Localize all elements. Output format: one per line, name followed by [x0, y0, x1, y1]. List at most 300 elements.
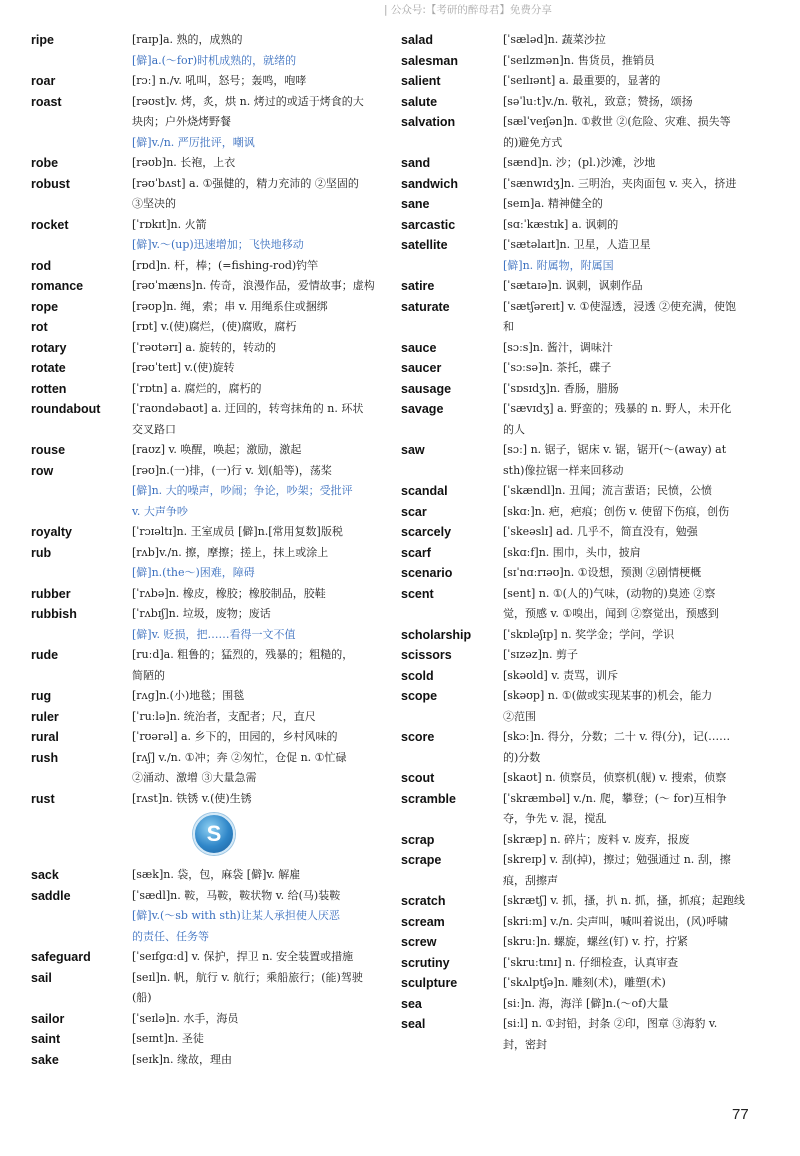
definition — [503, 502, 766, 523]
definition — [503, 215, 766, 236]
dictionary-entry — [31, 379, 403, 400]
definition-line: [rəʊˈbʌst] a. ①强健的，精力充沛的 ②坚固的 — [132, 176, 359, 190]
dictionary-entry — [31, 71, 403, 92]
definition-line: [ˈseɪfgɑːd] v. 保护，捍卫 n. 安全装置或措施 — [132, 950, 354, 963]
dictionary-entry — [401, 338, 766, 359]
headword: salad — [401, 33, 433, 47]
headword: rocket — [31, 217, 69, 232]
definition — [503, 194, 766, 215]
headword: salvation — [401, 115, 456, 129]
definition — [503, 953, 766, 974]
headword: rouse — [31, 443, 66, 457]
headword: saint — [31, 1032, 61, 1046]
headword: romance — [31, 279, 84, 293]
definition — [132, 256, 403, 277]
dictionary-entry — [401, 30, 766, 51]
headword: roar — [31, 74, 56, 88]
dictionary-entry — [401, 379, 766, 400]
headword: sausage — [401, 381, 452, 396]
definition-line: [sent] n. ①(人的)气味，(动物的)臭迹 ②察 — [503, 586, 716, 600]
definition-line: [rəʊˈteɪt] v.(使)旋转 — [132, 361, 235, 374]
dictionary-entry — [401, 973, 766, 994]
definition-line: [rəʊ]n.(一)排，(一)行 v. 划(船等)，荡桨 — [132, 463, 332, 477]
definition-line: [skruː]n. 螺旋，螺丝(钉) v. 拧，拧紧 — [503, 935, 689, 948]
definition-line: [ˈrʌbə]n. 橡皮，橡胶；橡胶制品，胶鞋 — [132, 586, 326, 600]
headword: rude — [31, 648, 59, 662]
dictionary-entry — [401, 440, 766, 481]
dictionary-entry — [31, 338, 403, 359]
definition — [132, 645, 403, 686]
definition — [503, 932, 766, 953]
rare-meaning-note: [僻]n. 大的噪声，吵闹；争论，吵架；受批评 — [132, 484, 353, 497]
headword: scream — [401, 914, 445, 929]
headword: rotary — [31, 340, 67, 355]
definition-line: [ˈskɒləʃɪp] n. 奖学金；学问，学识 — [503, 627, 675, 641]
headword: seal — [401, 1017, 426, 1031]
definition — [132, 707, 403, 728]
definition — [132, 686, 403, 707]
dictionary-entry — [31, 748, 403, 789]
definition-line: [skɑː]n. 疤，疤痕；创伤 v. 使留下伤痕，创伤 — [503, 504, 730, 518]
definition — [503, 92, 766, 113]
definition — [503, 994, 766, 1015]
headword: score — [401, 730, 435, 744]
definition — [132, 215, 403, 256]
dictionary-entry — [31, 153, 403, 174]
definition-line: [ˈsænwɪdʒ]n. 三明治，夹肉面包 v. 夹入，挤进 — [503, 176, 737, 190]
definition — [132, 748, 403, 789]
dictionary-entry — [31, 461, 403, 523]
headword: scout — [401, 771, 435, 785]
headword: sea — [401, 996, 422, 1011]
definition — [132, 604, 403, 645]
definition-line: [skəʊld] v. 责骂，训斥 — [503, 668, 619, 682]
headword: scandal — [401, 484, 448, 498]
definition — [503, 51, 766, 72]
dictionary-entry — [31, 543, 403, 584]
definition — [503, 153, 766, 174]
definition-line: 的)分数 — [503, 750, 541, 764]
dictionary-entry — [401, 543, 766, 564]
definition — [503, 563, 766, 584]
dictionary-entry — [31, 317, 403, 338]
definition-line: 夺，争先 v. 混，搅乱 — [503, 812, 607, 825]
watermark: | 公众号:【考研的醉母君】免费分享 — [384, 4, 552, 16]
headword: scrap — [401, 832, 435, 847]
definition — [503, 30, 766, 51]
definition — [503, 850, 766, 891]
rare-meaning-note: [僻]v./n. 严厉批评，嘲讽 — [132, 135, 255, 149]
definition-line: [ˈskruːtɪnɪ] n. 仔细检查，认真审查 — [503, 955, 679, 969]
dictionary-entry — [401, 112, 766, 153]
headword: scratch — [401, 894, 446, 908]
rare-meaning-note: [僻]v. 贬损，把……看得一文不值 — [132, 627, 296, 641]
definition-line: [rɒd]n. 杆，棒；(=fishing-rod)钓竿 — [132, 258, 319, 272]
definition-line: [skəʊp] n. ①(做或实现某事的)机会，能力 — [503, 689, 713, 702]
definition-line: [ˈsɔːsə]n. 茶托，碟子 — [503, 361, 612, 374]
definition-line: sth)像拉锯一样来回移动 — [503, 463, 624, 477]
definition — [503, 522, 766, 543]
dictionary-entry — [401, 768, 766, 789]
headword: rubber — [31, 586, 71, 601]
dictionary-entry — [401, 502, 766, 523]
dictionary-entry — [401, 994, 766, 1015]
dictionary-entry — [401, 194, 766, 215]
headword: rope — [31, 299, 59, 314]
definition — [132, 1009, 403, 1030]
dictionary-entry — [31, 789, 403, 810]
definition-line: [ˈruːlə]n. 统治者，支配者；尺，直尺 — [132, 709, 316, 723]
dictionary-entry — [401, 932, 766, 953]
definition — [132, 338, 403, 359]
definition — [132, 543, 403, 584]
definition-line: [rəʊp]n. 绳，索；串 v. 用绳系住或捆绑 — [132, 299, 328, 313]
dictionary-entry — [31, 399, 403, 440]
dictionary-entry — [31, 215, 403, 256]
dictionary-entry — [401, 625, 766, 646]
definition-line: [seɪk]n. 缘故，理由 — [132, 1052, 232, 1066]
headword: robe — [31, 156, 59, 170]
definition-line: [skreɪp] v. 刮(掉)，擦过；勉强通过 n. 刮，擦 — [503, 853, 731, 866]
headword: royalty — [31, 525, 72, 539]
headword: scar — [401, 504, 427, 519]
dictionary-entry — [31, 727, 403, 748]
definition-line: [skɑːf]n. 围巾，头巾，披肩 — [503, 545, 641, 559]
definition-line: [skaʊt] n. 侦察员，侦察机(舰) v. 搜索，侦察 — [503, 771, 727, 784]
definition — [503, 440, 766, 481]
headword: scope — [401, 689, 438, 703]
headword: sarcastic — [401, 217, 456, 232]
definition-line: [rʌʃ] v./n. ①冲；奔 ②匆忙，仓促 n. ①忙碌 — [132, 750, 347, 764]
definition-line: [ˈskændl]n. 丑闻；流言蜚语；民愤，公愤 — [503, 484, 712, 497]
definition-line: [ˈskræmbəl] v./n. 爬，攀登；(～ for)互相争 — [503, 791, 727, 805]
headword: rod — [31, 258, 52, 273]
headword: sack — [31, 868, 59, 882]
right-column — [401, 30, 766, 1055]
definition-line: [rɒt] v.(使)腐烂，(使)腐败，腐朽 — [132, 320, 297, 333]
dictionary-entry — [31, 276, 403, 297]
definition — [132, 297, 403, 318]
definition-line: [ˈseɪlɪənt] a. 最重要的，显著的 — [503, 74, 661, 87]
definition — [132, 727, 403, 748]
dictionary-entry — [401, 174, 766, 195]
dictionary-entry — [401, 276, 766, 297]
definition-line: [ˈsætəlaɪt]n. 卫星，人造卫星 — [503, 238, 651, 251]
right-s-entries — [401, 30, 766, 1055]
definition — [503, 379, 766, 400]
headword: sand — [401, 156, 431, 170]
dictionary-entry — [401, 235, 766, 276]
headword: saddle — [31, 888, 71, 903]
definition-line: [seɪn]a. 精神健全的 — [503, 197, 603, 210]
definition-line: ②范围 — [503, 709, 536, 723]
definition-line: [skrætʃ] v. 抓，搔，扒 n. 抓，搔，抓痕；起跑线 — [503, 894, 745, 907]
dictionary-entry — [31, 1050, 403, 1071]
definition-line: [ˈrɒkɪt]n. 火箭 — [132, 217, 207, 231]
headword: roast — [31, 94, 62, 109]
headword: satellite — [401, 238, 448, 252]
definition-line: [ˈrʊərəl] a. 乡下的，田园的，乡村风味的 — [132, 730, 338, 743]
dictionary-entry — [401, 358, 766, 379]
definition — [503, 297, 766, 338]
dictionary-entry — [31, 645, 403, 686]
headword: salesman — [401, 53, 458, 68]
headword: sauce — [401, 340, 437, 355]
definition-line: 觉，预感 v. ①嗅出，闻到 ②察觉出，预感到 — [503, 607, 719, 620]
definition-line: [rʌb]v./n. 擦，摩擦；搓上，抹上或涂上 — [132, 545, 329, 559]
headword: robust — [31, 176, 70, 191]
definition — [503, 71, 766, 92]
dictionary-entry — [401, 727, 766, 768]
dictionary-entry — [401, 481, 766, 502]
dictionary-entry — [401, 666, 766, 687]
definition — [503, 276, 766, 297]
definition — [503, 830, 766, 851]
definition — [132, 947, 403, 968]
definition-line: [rʌg]n.(小)地毯；围毯 — [132, 689, 245, 702]
definition-line: 交叉路口 — [132, 422, 176, 436]
definition-line: [ˈrʌbɪʃ]n. 垃圾，废物；废话 — [132, 607, 271, 620]
definition-line: [ˈsæləd]n. 蔬菜沙拉 — [503, 33, 606, 46]
rare-meaning-note: [僻]v.(～sb with sth)让某人承担使人厌恶 — [132, 909, 340, 922]
headword: ripe — [31, 33, 54, 47]
definition — [132, 379, 403, 400]
rare-meaning-note: v. 大声争吵 — [132, 504, 188, 518]
dictionary-entry — [31, 256, 403, 277]
dictionary-entry — [31, 707, 403, 728]
headword: scent — [401, 586, 434, 601]
headword: scarf — [401, 545, 431, 560]
headword: rural — [31, 730, 59, 744]
headword: scrutiny — [401, 955, 450, 970]
definition — [132, 461, 403, 523]
definition-line: [ˈraʊndəbaʊt] a. 迂回的，转弯抹角的 n. 环状 — [132, 402, 364, 415]
headword: satire — [401, 279, 435, 293]
headword: sane — [401, 197, 430, 211]
dictionary-entry — [401, 686, 766, 727]
definition-line: [sælˈveɪʃən]n. ①救世 ②(危险、灾难、损失等 — [503, 115, 731, 128]
dictionary-entry — [401, 584, 766, 625]
definition — [132, 358, 403, 379]
headword: savage — [401, 402, 444, 416]
definition-line: [rʌst]n. 铁锈 v.(使)生锈 — [132, 791, 252, 805]
definition — [503, 768, 766, 789]
left-column — [31, 30, 403, 1070]
headword: saucer — [401, 361, 442, 375]
headword: rush — [31, 750, 59, 765]
definition — [503, 399, 766, 440]
definition-line: [ruːd]a. 粗鲁的；猛烈的，残暴的；粗糙的， — [132, 648, 354, 661]
dictionary-entry — [31, 522, 403, 543]
dictionary-entry — [401, 953, 766, 974]
definition — [503, 481, 766, 502]
headword: scissors — [401, 648, 452, 662]
definition — [503, 235, 766, 276]
headword: saturate — [401, 299, 450, 314]
definition — [503, 912, 766, 933]
definition — [132, 399, 403, 440]
dictionary-entry — [31, 584, 403, 605]
dictionary-entry — [401, 563, 766, 584]
definition-line: [ˈsɪzəz]n. 剪子 — [503, 648, 578, 661]
headword: sculpture — [401, 976, 458, 990]
dictionary-entry — [401, 92, 766, 113]
definition-line: [ˈsædl]n. 鞍，马鞍，鞍状物 v. 给(马)装鞍 — [132, 888, 341, 902]
definition — [503, 338, 766, 359]
definition-line: [seɪl]n. 帆，航行 v. 航行；乘船旅行；(能)驾驶 — [132, 970, 363, 984]
definition — [503, 1014, 766, 1055]
dictionary-entry — [31, 604, 403, 645]
definition-line: (船) — [132, 991, 152, 1004]
headword: rotate — [31, 361, 66, 375]
headword: screw — [401, 935, 437, 949]
definition-line: [ˈskeəslɪ] ad. 几乎不，简直没有，勉强 — [503, 525, 698, 538]
definition-line: [raɪp]a. 熟的，成熟的 — [132, 33, 243, 46]
headword: ruler — [31, 709, 59, 724]
headword: sake — [31, 1052, 59, 1067]
definition-line: [rəʊˈmæns]n. 传奇，浪漫作品，爱情故事；虚构 — [132, 279, 375, 292]
definition — [503, 727, 766, 768]
definition-line: [ˈseɪlzmən]n. 售货员，推销员 — [503, 53, 655, 67]
rare-meaning-note: [僻]n.(the～)困难，障碍 — [132, 566, 255, 579]
headword: sandwich — [401, 176, 458, 191]
definition — [503, 666, 766, 687]
dictionary-entry — [31, 30, 403, 71]
headword: rotten — [31, 381, 67, 396]
definition-line: [seɪnt]n. 圣徒 — [132, 1032, 204, 1045]
definition — [132, 440, 403, 461]
headword: row — [31, 463, 54, 478]
definition-line: [skriːm] v./n. 尖声叫，喊叫着说出，(风)呼啸 — [503, 914, 729, 928]
headword: scold — [401, 668, 434, 683]
definition — [503, 686, 766, 727]
headword: scholarship — [401, 627, 472, 642]
definition — [503, 789, 766, 830]
definition — [132, 92, 403, 154]
headword: rot — [31, 320, 48, 334]
headword: rust — [31, 791, 55, 806]
headword: scarcely — [401, 525, 452, 539]
dictionary-entry — [401, 51, 766, 72]
definition-line: [ˈseɪlə]n. 水手，海员 — [132, 1011, 239, 1025]
definition-line: [raʊz] v. 唤醒，唤起；激励，激起 — [132, 443, 302, 456]
headword: scenario — [401, 566, 453, 580]
definition — [132, 584, 403, 605]
page-number: 77 — [732, 1106, 749, 1123]
headword: salient — [401, 74, 441, 88]
definition-line: 和 — [503, 320, 514, 333]
definition — [503, 973, 766, 994]
definition — [132, 317, 403, 338]
rare-meaning-note: 的责任、任务等 — [132, 929, 209, 943]
definition-line: ②涌动、激增 ③大量急需 — [132, 771, 257, 784]
definition-line: 的人 — [503, 422, 525, 436]
definition-line: 块肉；户外烧烤野餐 — [132, 115, 231, 128]
definition-line: [sɔːs]n. 酱汁，调味汁 — [503, 340, 613, 354]
dictionary-entry — [401, 153, 766, 174]
dictionary-entry — [31, 886, 403, 948]
dictionary-entry — [31, 1029, 403, 1050]
headword: safeguard — [31, 950, 91, 964]
definition — [132, 71, 403, 92]
dictionary-entry — [31, 686, 403, 707]
dictionary-entry — [401, 297, 766, 338]
definition — [503, 112, 766, 153]
definition-line: 的)避免方式 — [503, 135, 563, 149]
dictionary-entry — [31, 174, 403, 215]
definition — [132, 30, 403, 71]
headword: rubbish — [31, 607, 77, 621]
rare-meaning-note: [僻]a.(～for)时机成熟的，就绪的 — [132, 53, 297, 67]
definition — [132, 153, 403, 174]
definition-line: [səˈluːt]v./n. 敬礼，致意；赞扬，颂扬 — [503, 94, 693, 108]
dictionary-entry — [401, 912, 766, 933]
definition — [132, 1029, 403, 1050]
dictionary-entry — [31, 297, 403, 318]
definition-line: [ˈsætaɪə]n. 讽刺，讽刺作品 — [503, 279, 643, 292]
definition-line: [sæk]n. 袋，包，麻袋 [僻]v. 解雇 — [132, 868, 301, 881]
definition-line: 痕，刮擦声 — [503, 873, 558, 887]
definition — [132, 174, 403, 215]
headword: roundabout — [31, 402, 101, 416]
definition-line: [ˈrɔɪəltɪ]n. 王室成员 [僻]n.[常用复数]版税 — [132, 525, 343, 538]
definition-line: [ˈrɒtn] a. 腐烂的，腐朽的 — [132, 381, 262, 395]
left-s-entries — [31, 865, 403, 1070]
dictionary-entry — [31, 1009, 403, 1030]
dictionary-entry — [31, 92, 403, 154]
definition-line: [ˈsɒsɪdʒ]n. 香肠，腊肠 — [503, 381, 619, 395]
definition — [503, 891, 766, 912]
definition — [132, 276, 403, 297]
rare-meaning-note: [僻]n. 附属物，附属国 — [503, 258, 614, 272]
left-r-entries — [31, 30, 403, 809]
headword: sailor — [31, 1011, 65, 1026]
dictionary-entry — [31, 968, 403, 1009]
headword: salute — [401, 94, 438, 109]
definition-line: [sænd]n. 沙；(pl.)沙滩，沙地 — [503, 156, 656, 169]
definition-line: [skɔː]n. 得分，分数；二十 v. 得(分)，记(…… — [503, 730, 731, 743]
definition — [132, 865, 403, 886]
definition-line: [ˈrəʊtərɪ] a. 旋转的，转动的 — [132, 340, 276, 354]
dictionary-entry — [401, 1014, 766, 1055]
definition-line: [skræp] n. 碎片；废料 v. 废弃，报废 — [503, 832, 690, 846]
definition — [132, 1050, 403, 1071]
definition-line: [siː]n. 海，海洋 [僻]n.(～of)大量 — [503, 996, 669, 1010]
definition-line: [ˈsætʃəreɪt] v. ①使湿透，浸透 ②使充满，使饱 — [503, 299, 736, 313]
dictionary-entry — [31, 440, 403, 461]
headword: sail — [31, 970, 52, 985]
dictionary-entry — [401, 850, 766, 891]
definition-line: [rəʊb]n. 长袍，上衣 — [132, 156, 236, 169]
headword: rug — [31, 689, 52, 703]
definition-line: [sɑːˈkæstɪk] a. 讽刺的 — [503, 217, 619, 231]
dictionary-entry — [31, 947, 403, 968]
definition-line: [rəʊst]v. 烤，炙，烘 n. 烤过的或适于烤食的大 — [132, 94, 364, 108]
headword: rub — [31, 545, 52, 560]
definition — [132, 886, 403, 948]
definition-line: [sɪˈnɑːrɪəʊ]n. ①设想，预测 ②剧情梗概 — [503, 566, 702, 579]
definition-line: [siːl] n. ①封铅，封条 ②印，图章 ③海豹 v. — [503, 1017, 718, 1030]
dictionary-entry — [401, 830, 766, 851]
definition — [132, 789, 403, 810]
dictionary-entry — [401, 522, 766, 543]
definition — [503, 543, 766, 564]
definition — [503, 625, 766, 646]
definition-line: 封，密封 — [503, 1037, 547, 1051]
headword: saw — [401, 443, 425, 457]
definition-line: [ˈsævɪdʒ] a. 野蛮的；残暴的 n. 野人，未开化 — [503, 402, 732, 415]
definition — [503, 584, 766, 625]
